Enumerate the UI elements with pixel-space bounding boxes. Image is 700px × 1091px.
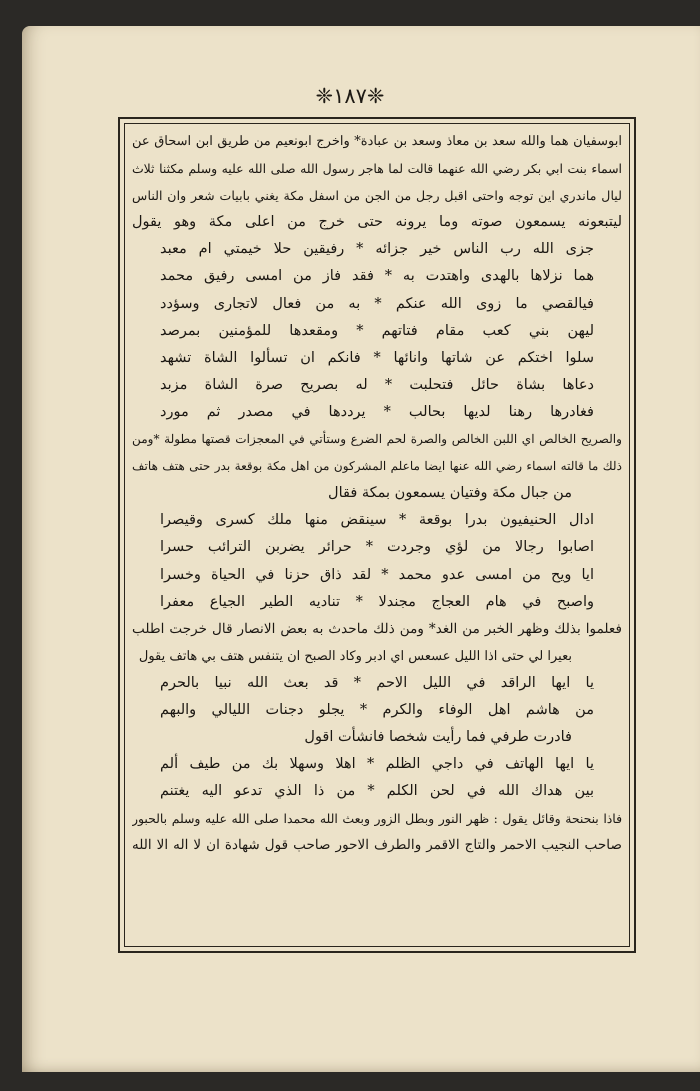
verse-line: اصابوا رجالا من لؤي وجردت * حرائر يضربن الترائب حسرا — [160, 539, 594, 556]
verse-line: فغادرها رهنا لديها بحالب * يرددها في مصدر ثم مورد — [160, 403, 594, 420]
verse-line: سلوا اختكم عن شاتها وانائها * فانكم ان تسألوا الشاة تشهد — [160, 349, 594, 366]
text-line: ليتبعونه يسمعون صوته وما يرونه حتى خرج من اعلى مكة وهو يقول — [132, 214, 622, 231]
text-line: فعلموا بذلك وظهر الخبر من الغد* ومن ذلك ماحدث به بعض الانصار قال خرجت اطلب — [132, 620, 622, 637]
page-number: ❈١٨٧❈ — [315, 84, 385, 108]
verse-line: ادال الحنيفيون بدرا بوقعة * سينقض منها ملك كسرى وقيصرا — [160, 512, 594, 529]
verse-line: هما نزلاها بالهدى واهتدت به * فقد فاز من امسى رفيق محمد — [160, 268, 594, 285]
verse-line: ايا ويح من امسى عدو محمد * لقد ذاق حزنا في الحياة وخسرا — [160, 566, 594, 583]
text-line: من جبال مكة وفتيان يسمعون بمكة فقال — [328, 485, 572, 502]
text-line: والصريح الخالص اي اللبن الخالص والصرة لحم الضرع وستأتي في المعجزات قصتها مطولة *ومن — [132, 432, 622, 447]
verse-line: فيالقصي ما زوى الله عنكم * به من فعال لاتجارى وسؤدد — [160, 295, 594, 312]
text-line: فاذا بنحنحة وقائل يقول : ظهر النور وبطل الزور وبعث الله محمدا صلى الله عليه وسلم بالحبور — [132, 811, 622, 827]
verse-line: من هاشم اهل الوفاء والكرم * يجلو دجنات الليالي والبهم — [160, 701, 594, 718]
verse-line: ليهن بني كعب مقام فتاتهم * ومقعدها للمؤمنين بمرصد — [160, 322, 594, 339]
text-line: ذلك ما قالته اسماء رضي الله عنها ايضا ماعلم المشركون من اهل مكة بوقعة بدر حتى هتف هاتف — [132, 459, 622, 474]
text-line: اسماء بنت ابي بكر رضي الله عنهما قالت لما هاجر رسول الله صلى الله عليه وسلم مكثنا ثلاث — [132, 161, 622, 177]
page-text-block — [132, 128, 622, 942]
verse-line: واصبح في هام العجاج مجندلا * تناديه الطير الجياع معفرا — [160, 593, 594, 610]
text-line: فادرت طرفي فما رأيت شخصا فانشأت اقول — [304, 729, 572, 746]
verse-line: بين هداك الله في لحن الكلم * من ذا الذي تدعو اليه يغتنم — [160, 783, 594, 800]
verse-line: يا ايها الهاتف في داجي الظلم * اهلا وسهلا بك من طيف ألم — [160, 756, 594, 773]
text-line: ابوسفيان هما والله سعد بن معاذ وسعد بن عبادة* واخرج ابونعيم من طريق ابن اسحاق عن — [132, 134, 622, 149]
verse-line: يا ايها الراقد في الليل الاحم * قد بعث الله نبيا بالحرم — [160, 674, 594, 691]
text-line: بعيرا لي حتى اذا الليل عسعس اي ادبر وكاد الصبح ان يتنفس هتف بي هاتف يقول — [138, 648, 572, 664]
verse-line: جزى الله رب الناس خير جزائه * رفيقين حلا خيمتي ام معبد — [160, 241, 594, 258]
verse-line: دعاها بشاة حائل فتحلبت * له بصريح صرة الشاة مزبد — [160, 376, 594, 393]
text-line: صاحب النجيب الاحمر والتاج الاقمر والطرف الاحور صاحب قول شهادة ان لا اله الا الله — [132, 837, 622, 854]
text-line: ليال ماندري اين توجه واحتى اقبل رجل من الجن من اسفل مكة يغني بابيات شعر وان الناس — [132, 188, 622, 204]
